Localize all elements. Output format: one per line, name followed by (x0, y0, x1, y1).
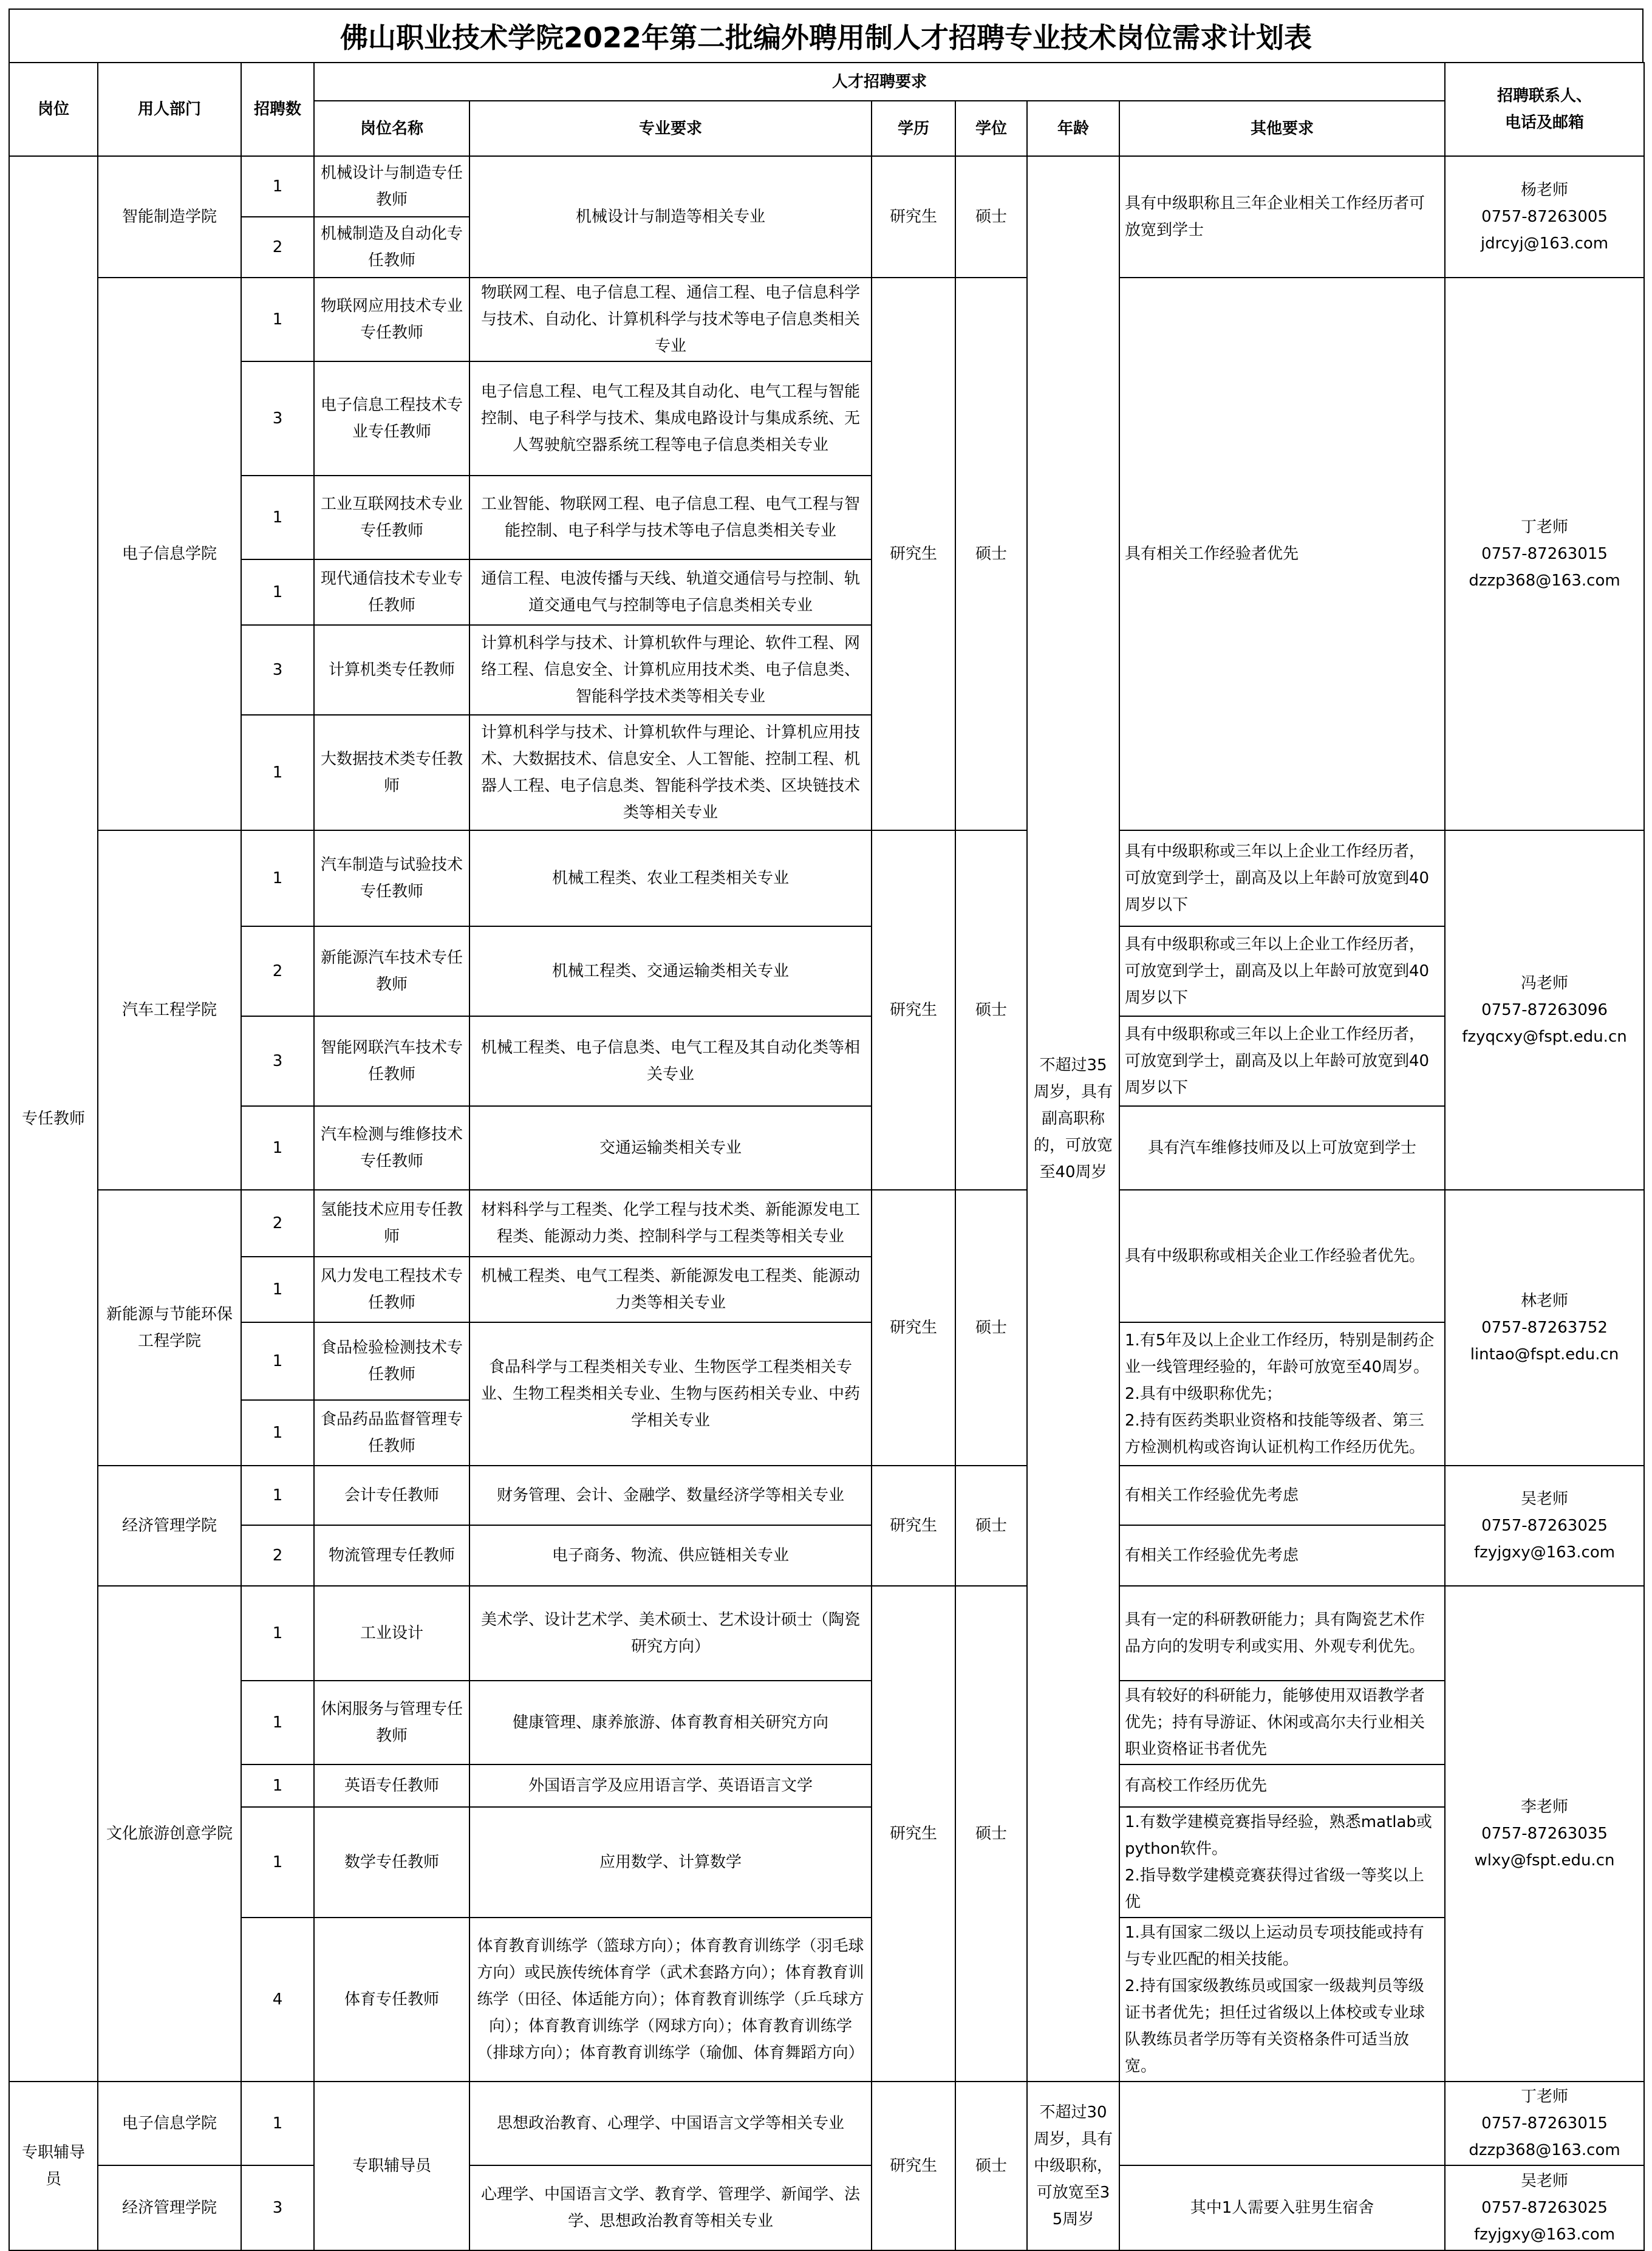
position-cell: 物联网应用技术专业专任教师 (314, 278, 469, 361)
count-cell: 1 (241, 830, 314, 926)
table-row (9, 2165, 1644, 2250)
position-cell: 休闲服务与管理专任教师 (314, 1681, 469, 1764)
count-cell: 1 (241, 1257, 314, 1322)
position-cell: 体育专任教师 (314, 1918, 469, 2082)
count-cell: 4 (241, 1918, 314, 2082)
count-cell: 1 (241, 1400, 314, 1466)
table-row (9, 1525, 1644, 1586)
major-cell: 计算机科学与技术、计算机软件与理论、计算机应用技术、大数据技术、信息安全、人工智能、控制工程、机器人工程、电子信息类、智能科学技术类、区块链技术类等相关专业 (469, 715, 872, 830)
education-cell: 研究生 (872, 1190, 955, 1466)
major-cell: 应用数学、计算数学 (469, 1807, 872, 1918)
dept-cell: 电子信息学院 (98, 2082, 241, 2165)
table-row (9, 1106, 1644, 1190)
count-cell: 3 (241, 625, 314, 715)
major-cell: 思想政治教育、心理学、中国语言文学等相关专业 (469, 2082, 872, 2165)
table-row (9, 830, 1644, 926)
position-cell: 风力发电工程技术专任教师 (314, 1257, 469, 1322)
dept-cell: 智能制造学院 (98, 156, 241, 278)
count-cell: 2 (241, 926, 314, 1016)
contact-cell: 吴老师 0757-87263025 fzyjgxy@163.com (1445, 1466, 1644, 1586)
header-post: 岗位 (9, 63, 98, 156)
position-cell: 汽车检测与维修技术专任教师 (314, 1106, 469, 1190)
other-cell: 1.有5年及以上企业工作经历，特别是制药企业一线管理经验的，年龄可放宽至40周岁。 2.具有中级职称优先； 2.持有医药类职业资格和技能等级者、第三方检测机构或咨询认证机构工作经历优先。 (1119, 1322, 1445, 1466)
position-cell: 会计专任教师 (314, 1466, 469, 1525)
major-cell: 交通运输类相关专业 (469, 1106, 872, 1190)
count-cell: 1 (241, 1322, 314, 1400)
other-cell (1119, 2082, 1445, 2165)
count-cell: 1 (241, 1764, 314, 1807)
major-cell: 食品科学与工程类相关专业、生物医学工程类相关专业、生物工程类相关专业、生物与医药相关专业、中药学相关专业 (469, 1322, 872, 1466)
count-cell: 1 (241, 2082, 314, 2165)
major-cell: 材料科学与工程类、化学工程与技术类、新能源发电工程类、能源动力类、控制科学与工程类等相关专业 (469, 1190, 872, 1257)
major-cell: 美术学、设计艺术学、美术硕士、艺术设计硕士（陶瓷研究方向） (469, 1586, 872, 1681)
table-row (9, 1764, 1644, 1807)
count-cell: 2 (241, 1190, 314, 1257)
education-cell: 研究生 (872, 1466, 955, 1586)
header-other: 其他要求 (1119, 101, 1445, 156)
count-cell: 1 (241, 476, 314, 559)
header-contact: 招聘联系人、 电话及邮箱 (1445, 63, 1644, 156)
count-cell: 3 (241, 361, 314, 476)
contact-cell: 李老师 0757-87263035 wlxy@fspt.edu.cn (1445, 1586, 1644, 2082)
other-cell: 具有中级职称或三年以上企业工作经历者，可放宽到学士，副高及以上年龄可放宽到40周岁以下 (1119, 1016, 1445, 1106)
education-cell: 研究生 (872, 278, 955, 830)
education-cell: 研究生 (872, 1586, 955, 2082)
major-cell: 机械设计与制造等相关专业 (469, 156, 872, 278)
dept-cell: 汽车工程学院 (98, 830, 241, 1190)
other-cell: 具有中级职称或三年以上企业工作经历者，可放宽到学士，副高及以上年龄可放宽到40周岁以下 (1119, 830, 1445, 926)
major-cell: 机械工程类、农业工程类相关专业 (469, 830, 872, 926)
post-cell: 专任教师 (9, 156, 98, 2082)
degree-cell: 硕士 (955, 2082, 1027, 2250)
major-cell: 健康管理、康养旅游、体育教育相关研究方向 (469, 1681, 872, 1764)
position-cell: 专职辅导员 (314, 2082, 469, 2250)
major-cell: 电子信息工程、电气工程及其自动化、电气工程与智能控制、电子科学与技术、集成电路设计与集成系统、无人驾驶航空器系统工程等电子信息类相关专业 (469, 361, 872, 476)
contact-cell: 冯老师 0757-87263096 fzyqcxy@fspt.edu.cn (1445, 830, 1644, 1190)
contact-cell: 丁老师 0757-87263015 dzzp368@163.com (1445, 2082, 1644, 2165)
header-degree: 学位 (955, 101, 1027, 156)
age-cell: 不超过35周岁，具有副高职称的，可放宽至40周岁 (1027, 156, 1119, 2082)
position-cell: 机械制造及自动化专任教师 (314, 217, 469, 278)
education-cell: 研究生 (872, 830, 955, 1190)
table-row (9, 1190, 1644, 1257)
other-cell: 具有中级职称且三年企业相关工作经历者可放宽到学士 (1119, 156, 1445, 278)
count-cell: 1 (241, 559, 314, 625)
count-cell: 1 (241, 1807, 314, 1918)
major-cell: 体育教育训练学（篮球方向）；体育教育训练学（羽毛球方向）或民族传统体育学（武术套路方向）；体育教育训练学（田径、体适能方向）；体育教育训练学（乒乓球方向）；体育教育训练学（网球方向）；体育教育训练学（排球方向）；体育教育训练学（瑜伽、体育舞蹈方向） (469, 1918, 872, 2082)
other-cell: 有相关工作经验优先考虑 (1119, 1525, 1445, 1586)
position-cell: 工业互联网技术专业专任教师 (314, 476, 469, 559)
degree-cell: 硕士 (955, 156, 1027, 278)
header-education: 学历 (872, 101, 955, 156)
table-row (9, 1807, 1644, 1918)
other-cell: 有相关工作经验优先考虑 (1119, 1466, 1445, 1525)
major-cell: 工业智能、物联网工程、电子信息工程、电气工程与智能控制、电子科学与技术等电子信息类相关专业 (469, 476, 872, 559)
other-cell: 1.有数学建模竞赛指导经验，熟悉matlab或python软件。 2.指导数学建模竞赛获得过省级一等奖以上优 (1119, 1807, 1445, 1918)
other-cell: 具有中级职称或三年以上企业工作经历者，可放宽到学士，副高及以上年龄可放宽到40周岁以下 (1119, 926, 1445, 1016)
count-cell: 2 (241, 217, 314, 278)
other-cell: 具有一定的科研教研能力；具有陶瓷艺术作品方向的发明专利或实用、外观专利优先。 (1119, 1586, 1445, 1681)
major-cell: 心理学、中国语言文学、教育学、管理学、新闻学、法学、思想政治教育等相关专业 (469, 2165, 872, 2250)
contact-cell: 杨老师 0757-87263005 jdrcyj@163.com (1445, 156, 1644, 278)
count-cell: 1 (241, 1681, 314, 1764)
table-row (9, 1918, 1644, 2082)
position-cell: 汽车制造与试验技术专任教师 (314, 830, 469, 926)
major-cell: 机械工程类、交通运输类相关专业 (469, 926, 872, 1016)
contact-cell: 林老师 0757-87263752 lintao@fspt.edu.cn (1445, 1190, 1644, 1466)
count-cell: 1 (241, 1106, 314, 1190)
table-row (9, 1681, 1644, 1764)
position-cell: 食品检验检测技术专任教师 (314, 1322, 469, 1400)
position-cell: 食品药品监督管理专任教师 (314, 1400, 469, 1466)
header-position: 岗位名称 (314, 101, 469, 156)
major-cell: 外国语言学及应用语言学、英语语言文学 (469, 1764, 872, 1807)
table-row (9, 1016, 1644, 1106)
position-cell: 物流管理专任教师 (314, 1525, 469, 1586)
position-cell: 计算机类专任教师 (314, 625, 469, 715)
count-cell: 1 (241, 156, 314, 217)
position-cell: 现代通信技术专业专任教师 (314, 559, 469, 625)
other-cell: 1.具有国家二级以上运动员专项技能或持有与专业匹配的相关技能。 2.持有国家级教练员或国家一级裁判员等级证书者优先；担任过省级以上体校或专业球队教练员者学历等有关资格条件可适当放宽。 (1119, 1918, 1445, 2082)
table-row (9, 1586, 1644, 1681)
dept-cell: 经济管理学院 (98, 2165, 241, 2250)
dept-cell: 经济管理学院 (98, 1466, 241, 1586)
position-cell: 新能源汽车技术专任教师 (314, 926, 469, 1016)
education-cell: 研究生 (872, 2082, 955, 2250)
count-cell: 1 (241, 1586, 314, 1681)
count-cell: 3 (241, 2165, 314, 2250)
table-row (9, 1466, 1644, 1525)
table-row (9, 278, 1644, 361)
count-cell: 3 (241, 1016, 314, 1106)
position-cell: 机械设计与制造专任教师 (314, 156, 469, 217)
major-cell: 通信工程、电波传播与天线、轨道交通信号与控制、轨道交通电气与控制等电子信息类相关专业 (469, 559, 872, 625)
table-row (9, 926, 1644, 1016)
age-cell: 不超过30周岁，具有中级职称，可放宽至35周岁 (1027, 2082, 1119, 2250)
major-cell: 电子商务、物流、供应链相关专业 (469, 1525, 872, 1586)
education-cell: 研究生 (872, 156, 955, 278)
header-age: 年龄 (1027, 101, 1119, 156)
contact-cell: 丁老师 0757-87263015 dzzp368@163.com (1445, 278, 1644, 830)
degree-cell: 硕士 (955, 1466, 1027, 1586)
degree-cell: 硕士 (955, 830, 1027, 1190)
header-major: 专业要求 (469, 101, 872, 156)
count-cell: 1 (241, 715, 314, 830)
position-cell: 氢能技术应用专任教师 (314, 1190, 469, 1257)
page-title: 佛山职业技术学院2022年第二批编外聘用制人才招聘专业技术岗位需求计划表 (9, 9, 1643, 62)
major-cell: 财务管理、会计、金融学、数量经济学等相关专业 (469, 1466, 872, 1525)
table-row (9, 1322, 1644, 1400)
position-cell: 大数据技术类专任教师 (314, 715, 469, 830)
degree-cell: 硕士 (955, 278, 1027, 830)
position-cell: 数学专任教师 (314, 1807, 469, 1918)
dept-cell: 新能源与节能环保工程学院 (98, 1190, 241, 1466)
position-cell: 工业设计 (314, 1586, 469, 1681)
dept-cell: 电子信息学院 (98, 278, 241, 830)
other-cell: 具有较好的科研能力，能够使用双语教学者优先；持有导游证、休闲或高尔夫行业相关职业资格证书者优先 (1119, 1681, 1445, 1764)
degree-cell: 硕士 (955, 1586, 1027, 2082)
other-cell: 有高校工作经历优先 (1119, 1764, 1445, 1807)
other-cell: 具有汽车维修技师及以上可放宽到学士 (1119, 1106, 1445, 1190)
major-cell: 机械工程类、电子信息类、电气工程及其自动化类等相关专业 (469, 1016, 872, 1106)
table-row (9, 2082, 1644, 2165)
post-cell: 专职辅导员 (9, 2082, 98, 2250)
count-cell: 1 (241, 278, 314, 361)
other-cell: 具有中级职称或相关企业工作经验者优先。 (1119, 1190, 1445, 1322)
major-cell: 计算机科学与技术、计算机软件与理论、软件工程、网络工程、信息安全、计算机应用技术类、电子信息类、智能科学技术类等相关专业 (469, 625, 872, 715)
count-cell: 1 (241, 1466, 314, 1525)
recruitment-table (9, 62, 1645, 2251)
header-count: 招聘数 (241, 63, 314, 156)
count-cell: 2 (241, 1525, 314, 1586)
position-cell: 英语专任教师 (314, 1764, 469, 1807)
table-row (9, 156, 1644, 217)
degree-cell: 硕士 (955, 1190, 1027, 1466)
other-cell: 具有相关工作经验者优先 (1119, 278, 1445, 830)
other-cell: 其中1人需要入驻男生宿舍 (1119, 2165, 1445, 2250)
header-requirements: 人才招聘要求 (314, 63, 1445, 101)
position-cell: 电子信息工程技术专业专任教师 (314, 361, 469, 476)
contact-cell: 吴老师 0757-87263025 fzyjgxy@163.com (1445, 2165, 1644, 2250)
position-cell: 智能网联汽车技术专任教师 (314, 1016, 469, 1106)
header-dept: 用人部门 (98, 63, 241, 156)
major-cell: 物联网工程、电子信息工程、通信工程、电子信息科学与技术、自动化、计算机科学与技术等电子信息类相关专业 (469, 278, 872, 361)
major-cell: 机械工程类、电气工程类、新能源发电工程类、能源动力类等相关专业 (469, 1257, 872, 1322)
dept-cell: 文化旅游创意学院 (98, 1586, 241, 2082)
